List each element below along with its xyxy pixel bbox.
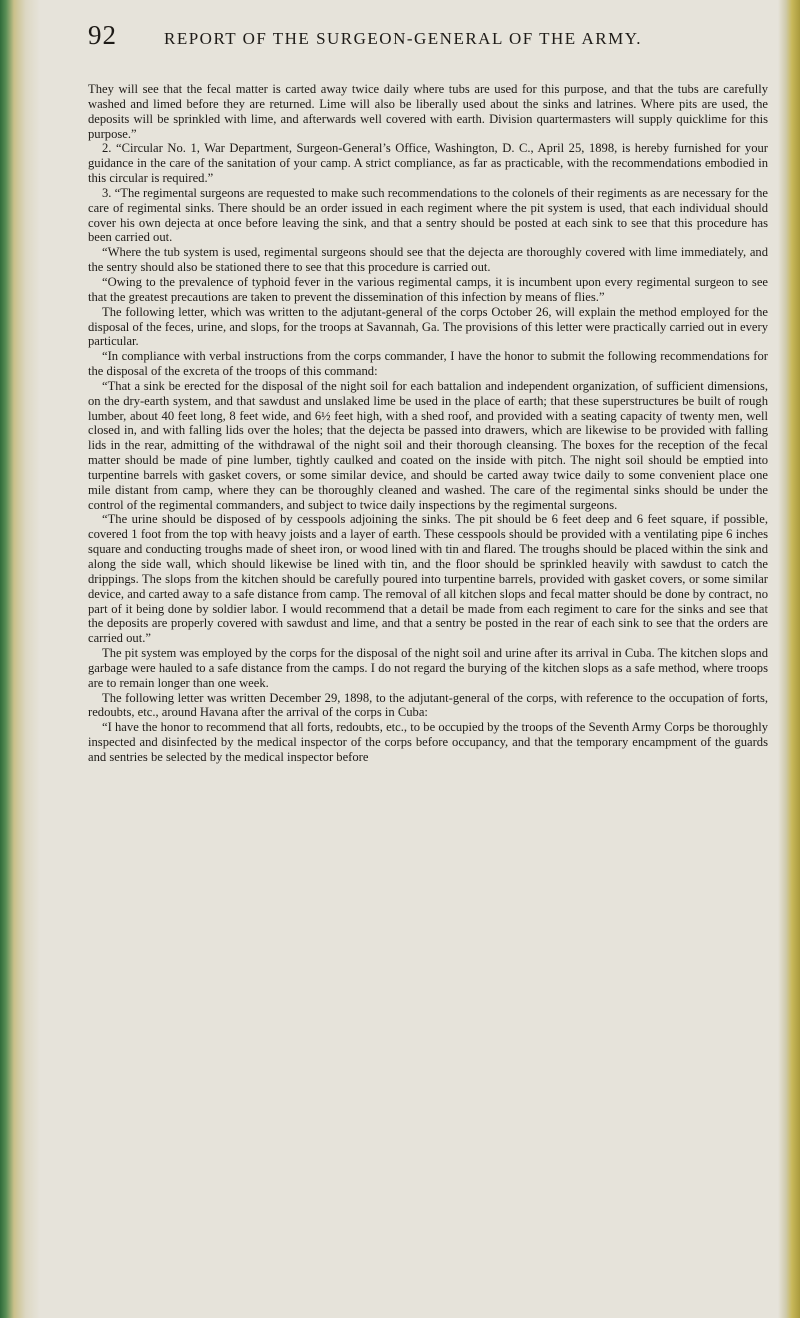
- body-text: [88, 82, 768, 765]
- paragraph: “In compliance with verbal instructions from the corps commander, I have the honor to submit the following recommendations for the disposal of the excreta of the troops of this command:: [88, 349, 768, 379]
- paragraph: The following letter was written December 29, 1898, to the adjutant-general of the corps, with reference to the occupation of forts, redoubts, etc., around Havana after the arrival of the corps in Cuba:: [88, 690, 768, 720]
- paragraph: “Where the tub system is used, regimental surgeons should see that the dejecta are thoroughly covered with lime immediately, and the sentry should also be stationed there to see that this procedure is carried out.: [88, 245, 768, 275]
- paragraph: “I have the honor to recommend that all forts, redoubts, etc., to be occupied by the troops of the Seventh Army Corps be thoroughly inspected and disinfected by the medical inspector of the corps before occupancy, and that the temporary encampment of the guards and sentries be selected by the medical inspector before: [88, 720, 768, 764]
- paragraph: The following letter, which was written to the adjutant-general of the corps October 26, will explain the method employed for the disposal of the feces, urine, and slops, for the troops at Savannah, Ga. The provisions of this letter were practically carried out in every particular.: [88, 304, 768, 349]
- page-header: [88, 20, 768, 56]
- paragraph: They will see that the fecal matter is carted away twice daily where tubs are used for this purpose, and that the tubs are carefully washed and limed before they are returned. Lime will also be liberally used about the sinks and latrines. Where pits are used, the deposits will be sprinkled with lime, and afterwards well covered with earth. Division quartermasters will supply quicklime for this purpose.”: [88, 82, 768, 141]
- paragraph: 3. “The regimental surgeons are requested to make such recommendations to the colonels of their regiments as are necessary for the care of regimental sinks. There should be an order issued in each regiment where the pit system is used, that each individual should cover his own dejecta at once before leaving the sink, and that a sentry should be posted at each sink to see that this procedure has been carried out.: [88, 185, 768, 245]
- page-number: 92: [88, 20, 117, 50]
- running-head: REPORT OF THE SURGEON-GENERAL OF THE ARMY.: [164, 29, 643, 48]
- paragraph: “That a sink be erected for the disposal of the night soil for each battalion and independent organization, of sufficient dimensions, on the dry-earth system, and that sawdust and unslaked lime be used in the place of earth; that these superstructures be built of rough lumber, about 40 feet long, 8 feet wide, and 6½ feet high, with a shed roof, and provided with a seating capacity of twenty men, well closed in, and with falling lids over the holes; that the dejecta be passed into drawers, which are likewise to be provided with falling lids in the rear, admitting of the withdrawal of the night soil and their thorough cleansing. The boxes for the reception of the fecal matter should be made of pine lumber, tightly caulked and coated on the inside with pitch. The night soil should be emptied into turpentine barrels with gasket covers, or some similar device, and should be carted away twice daily to some convenient place one mile distant from camp, where they can be thoroughly cleaned and washed. The care of the regimental sinks should be under the control of the regimental commanders, and subject to twice daily inspections by the regimental surgeons.: [88, 378, 768, 512]
- page-right-edge: [778, 0, 800, 1318]
- paragraph: 2. “Circular No. 1, War Department, Surgeon-General’s Office, Washington, D. C., April 25, 1898, is hereby furnished for your guidance in the care of the sanitation of your camp. A strict compliance, as far as practicable, with the recommendations embodied in this circular is required.”: [88, 141, 768, 186]
- page-binding-edge: [0, 0, 40, 1318]
- paragraph: “Owing to the prevalence of typhoid fever in the various regimental camps, it is incumbent upon every regimental surgeon to see that the greatest precautions are taken to prevent the dissemination of this infection by means of flies.”: [88, 274, 768, 304]
- document-page: [88, 20, 768, 765]
- paragraph: “The urine should be disposed of by cesspools adjoining the sinks. The pit should be 6 feet deep and 6 feet square, if possible, covered 1 foot from the top with heavy joists and a layer of earth. These cesspools should be provided with a ventilating pipe 6 inches square and conducting troughs made of sheet iron, or wood lined with tin and flared. The troughs should be placed within the sink and along the side wall, which should likewise be lined with tin, and the floor should be sprinkled heavily with sawdust to catch the drippings. The slops from the kitchen should be carefully poured into turpentine barrels, provided with gasket covers, or some similar device, and carted away to a safe distance from camp. The removal of all kitchen slops and fecal matter should be done by contract, no part of it being done by soldier labor. I would recommend that a detail be made from each regiment to care for the sinks and see that the deposits are properly covered with sawdust and lime, and that a sentry be posted in the rear of each sink to see that the orders are carried out.”: [88, 512, 768, 646]
- paragraph: The pit system was employed by the corps for the disposal of the night soil and urine after its arrival in Cuba. The kitchen slops and garbage were hauled to a safe distance from the camps. I do not regard the burying of the kitchen slops as a safe method, where troops are to remain longer than one week.: [88, 646, 768, 690]
